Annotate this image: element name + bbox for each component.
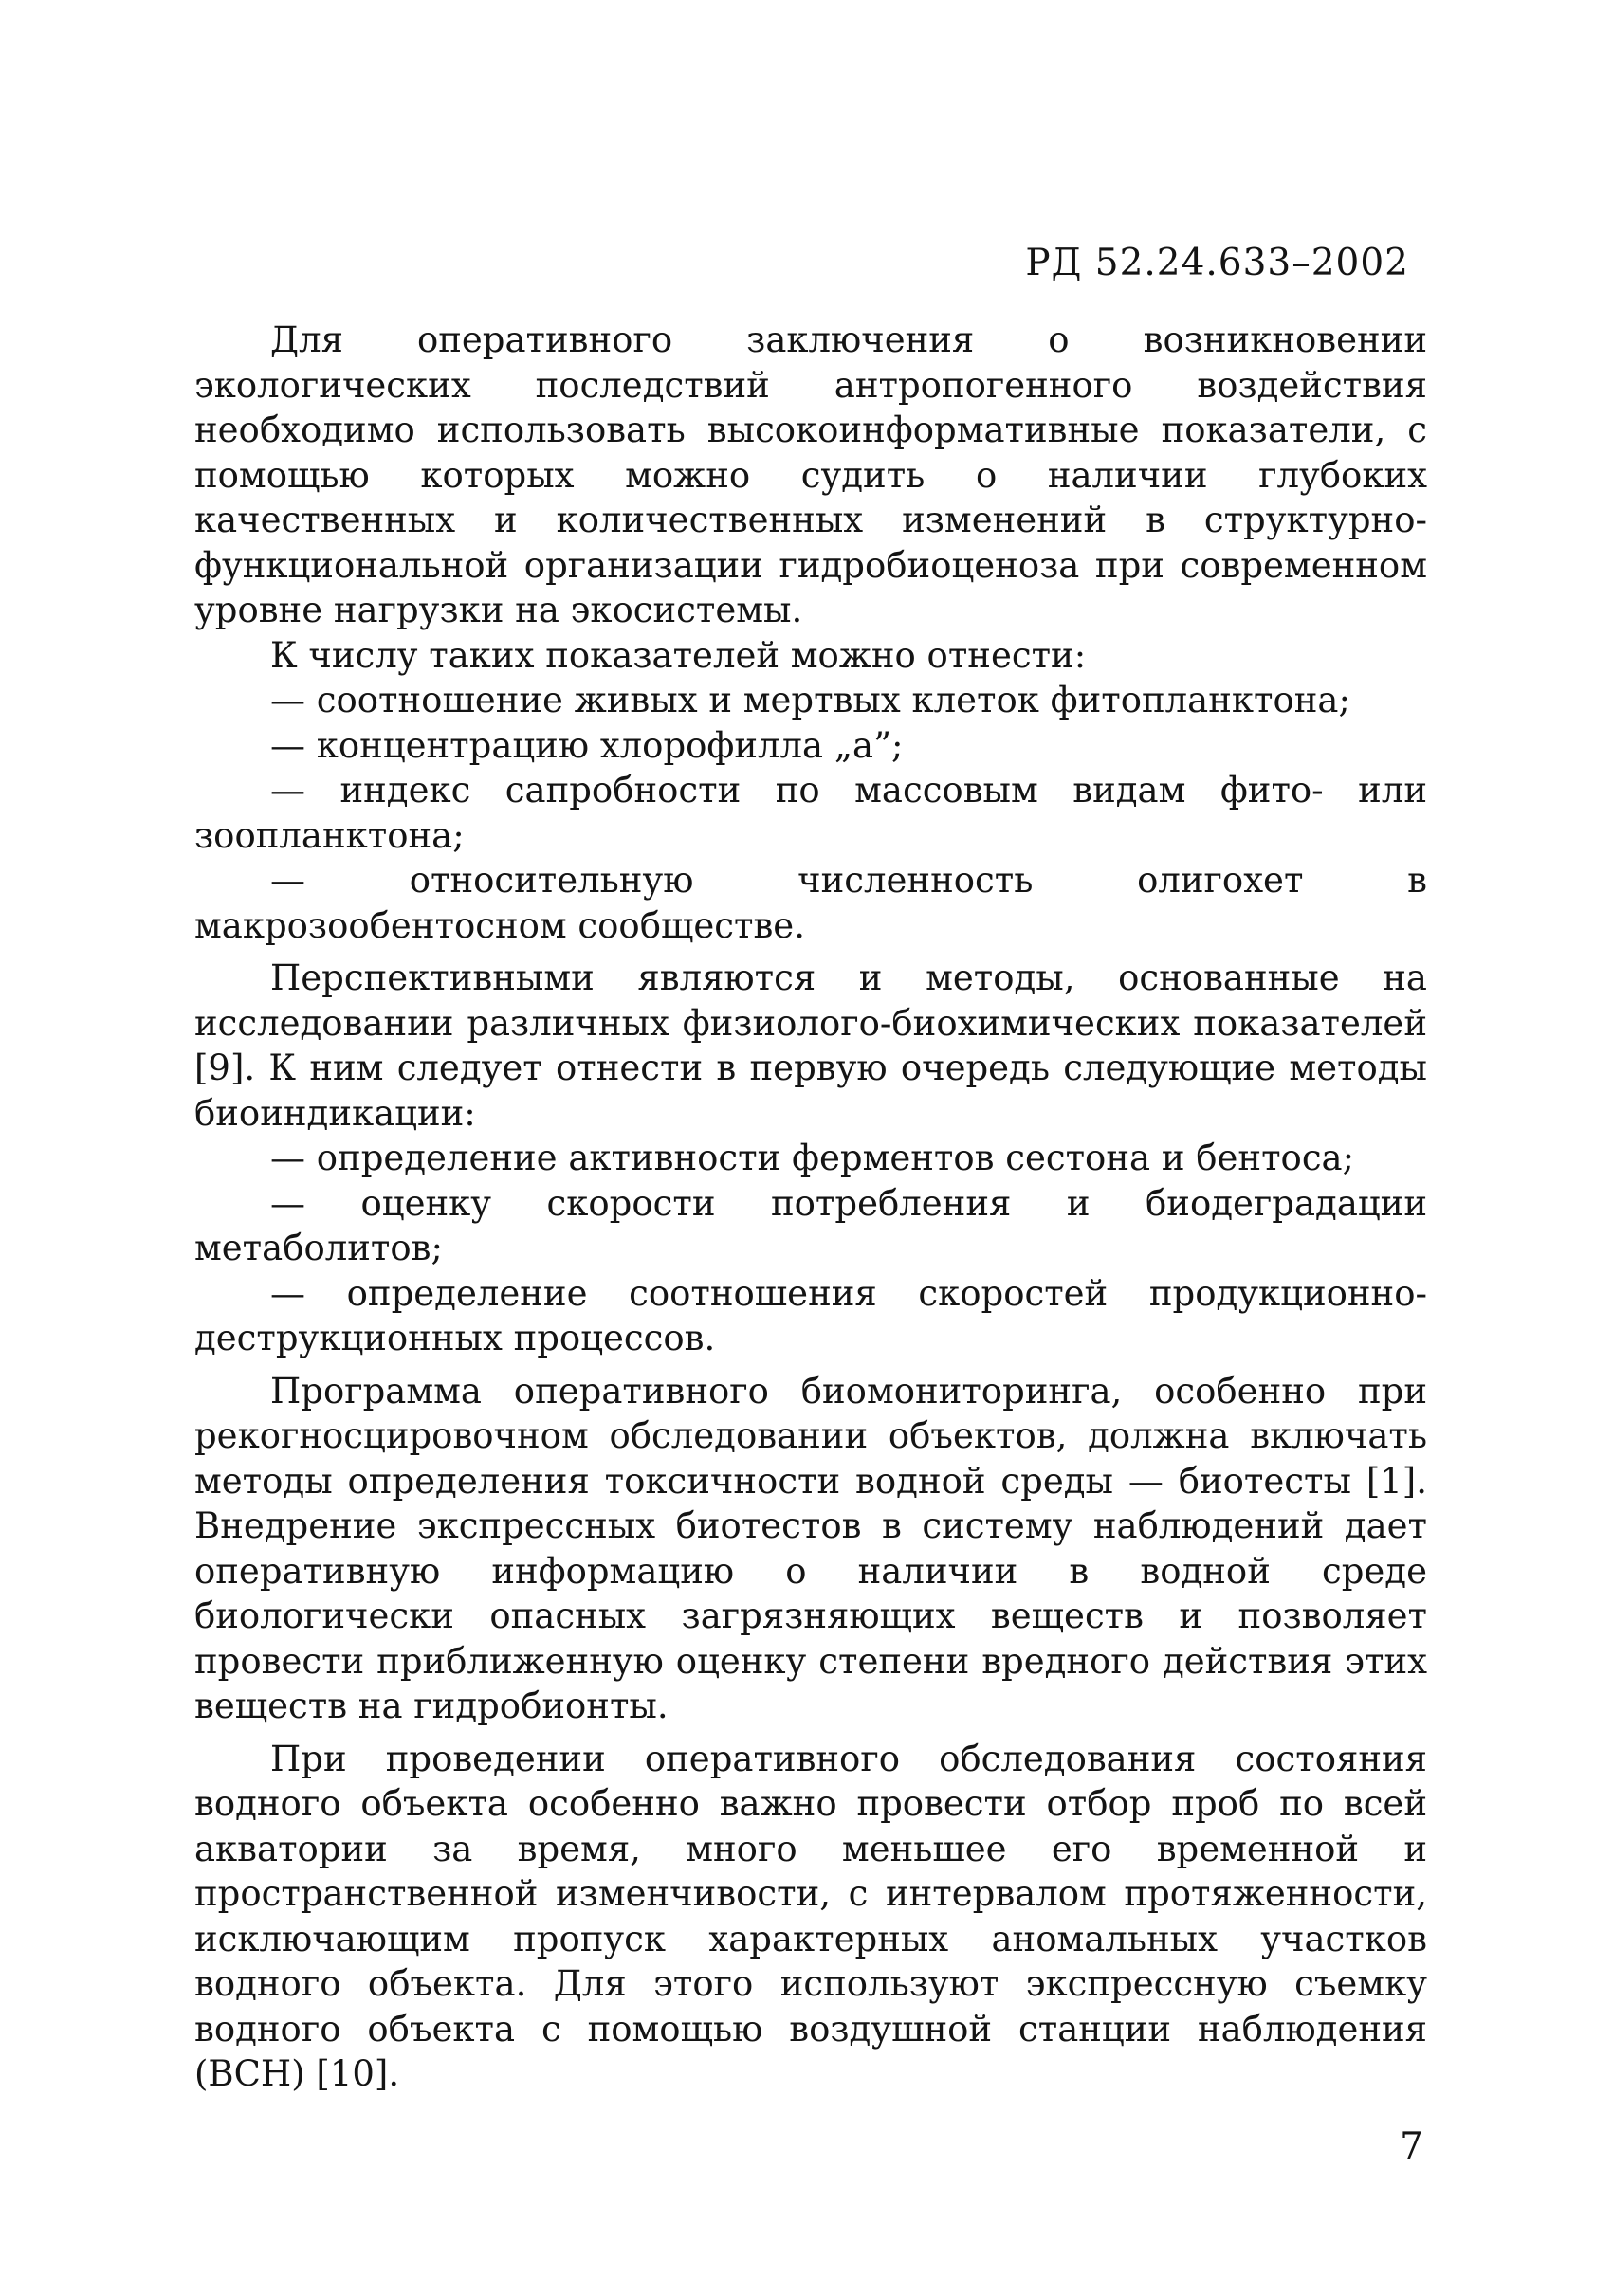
list-item-metabolite-consumption: — оценку скорости потребления и биодеградации метаболитов; bbox=[194, 1182, 1427, 1268]
paragraph-indicators-lead: К числу таких показателей можно отнести: bbox=[270, 634, 1087, 676]
paragraph-intro: Для оперативного заключения о возникновении экологических последствий антропогенного воздействия необходимо использовать высокоинформативные показатели, с помощью которых можно судить о наличии глубоких качественных и количественных изменений в структурно-функциональной организации гидробиоценоза при современном уровне нагрузки на экосистемы. bbox=[194, 319, 1427, 630]
list-item-saprobity-index: — индекс сапробности по массовым видам фито- или зоопланктона; bbox=[194, 770, 1427, 856]
document-body bbox=[194, 318, 1427, 2097]
paragraph-prospective-methods: Перспективными являются и методы, основанные на исследовании различных физиолого-биохимических показателей [9]. К ним следует отнести в первую очередь следующие методы биоиндикации: bbox=[194, 957, 1427, 1134]
paragraph-biomonitoring-program: Программа оперативного биомониторинга, особенно при рекогносцировочном обследовании объектов, должна включать методы определения токсичности водной среды — биотесты [1]. Внедрение экспрессных биотестов в систему наблюдений дает оперативную информацию о наличии в водной среде биологически опасных загрязняющих веществ и позволяет провести приближенную оценку степени вредного действия этих веществ на гидробионты. bbox=[194, 1370, 1427, 1726]
list-item-chlorophyll: — концентрацию хлорофилла „а”; bbox=[270, 724, 904, 766]
list-item-cells-ratio: — соотношение живых и мертвых клеток фитопланктона; bbox=[270, 680, 1350, 720]
list-item-oligochaetes: — относительную численность олигохет в макрозообентосном сообществе. bbox=[194, 860, 1427, 946]
list-item-production-destruction: — определение соотношения скоростей продукционно-деструкционных процессов. bbox=[194, 1272, 1427, 1358]
list-item-enzyme-activity: — определение активности ферментов сестона и бентоса; bbox=[270, 1138, 1355, 1178]
document-code: РД 52.24.633–2002 bbox=[1025, 242, 1409, 284]
page-number: 7 bbox=[1400, 2125, 1423, 2168]
paragraph-sampling: При проведении оперативного обследования состояния водного объекта особенно важно провести отбор проб по всей акватории за время, много меньшее его временной и пространственной изменчивости, с интервалом протяженности, исключающим пропуск характерных аномальных участков водного объекта. Для этого используют экспрессную съемку водного объекта с помощью воздушной станции наблюдения (ВСН) [10]. bbox=[194, 1738, 1427, 2094]
